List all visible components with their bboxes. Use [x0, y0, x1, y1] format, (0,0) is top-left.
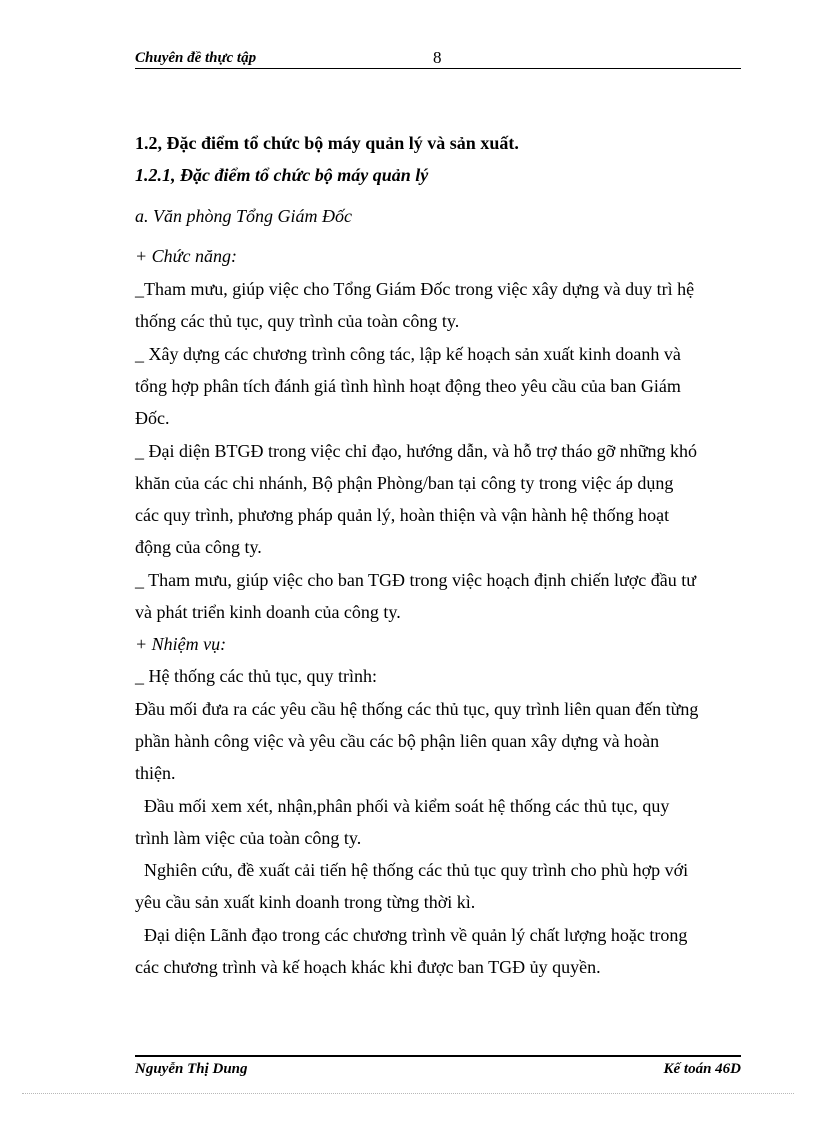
body-line: yêu cầu sản xuất kinh doanh trong từng thời kì.	[135, 892, 476, 912]
body-line: _ Đại diện BTGĐ trong việc chỉ đạo, hướng dẫn, và hỗ trợ tháo gỡ những khó	[135, 441, 697, 461]
body-line: khăn của các chi nhánh, Bộ phận Phòng/ban tại công ty trong việc áp dụng	[135, 473, 674, 493]
function-label: + Chức năng:	[135, 246, 237, 266]
subsection-heading: 1.2.1, Đặc điểm tổ chức bộ máy quản lý	[135, 165, 429, 185]
subsection-title: a. Văn phòng Tổng Giám Đốc	[135, 206, 352, 226]
body-line: động của công ty.	[135, 537, 262, 557]
page-footer	[135, 1055, 741, 1081]
footer-author: Nguyễn Thị Dung	[135, 1061, 248, 1077]
body-line: thiện.	[135, 763, 176, 783]
body-line: _ Xây dựng các chương trình công tác, lập kế hoạch sản xuất kinh doanh và	[135, 344, 681, 364]
footer-class: Kế toán 46D	[663, 1061, 741, 1077]
body-line: và phát triển kinh doanh của công ty.	[135, 602, 401, 622]
body-line: các chương trình và kế hoạch khác khi được ban TGĐ ủy quyền.	[135, 957, 601, 977]
body-line: thống các thủ tục, quy trình của toàn công ty.	[135, 311, 460, 331]
body-line: Nghiên cứu, đề xuất cải tiến hệ thống các thủ tục quy trình cho phù hợp với	[135, 860, 689, 880]
body-line: _ Hệ thống các thủ tục, quy trình:	[135, 666, 377, 686]
section-heading: 1.2, Đặc điểm tổ chức bộ máy quản lý và sản xuất.	[135, 133, 519, 153]
body-line: phần hành công việc và yêu cầu các bộ phận liên quan xây dựng và hoàn	[135, 731, 660, 751]
body-line: Đầu mối xem xét, nhận,phân phối và kiểm soát hệ thống các thủ tục, quy	[135, 796, 670, 816]
page-number: 8	[433, 48, 442, 67]
body-line: _Tham mưu, giúp việc cho Tổng Giám Đốc trong việc xây dựng và duy trì hệ	[135, 279, 695, 299]
body-line: Đầu mối đưa ra các yêu cầu hệ thống các thủ tục, quy trình liên quan đến từng	[135, 699, 699, 719]
body-line: Đại diện Lãnh đạo trong các chương trình về quản lý chất lượng hoặc trong	[135, 925, 688, 945]
body-line: tổng hợp phân tích đánh giá tình hình hoạt động theo yêu cầu của ban Giám	[135, 376, 681, 396]
page-header	[135, 48, 741, 69]
body-line: trình làm việc của toàn công ty.	[135, 828, 362, 848]
body-line: _ Tham mưu, giúp việc cho ban TGĐ trong việc hoạch định chiến lược đầu tư	[135, 570, 696, 590]
header-title: Chuyên đề thực tập	[135, 50, 257, 66]
body-line: Đốc.	[135, 408, 170, 428]
page-break-divider	[22, 1093, 794, 1094]
body-line: các quy trình, phương pháp quản lý, hoàn thiện và vận hành hệ thống hoạt	[135, 505, 670, 525]
task-label: + Nhiệm vụ:	[135, 634, 227, 654]
